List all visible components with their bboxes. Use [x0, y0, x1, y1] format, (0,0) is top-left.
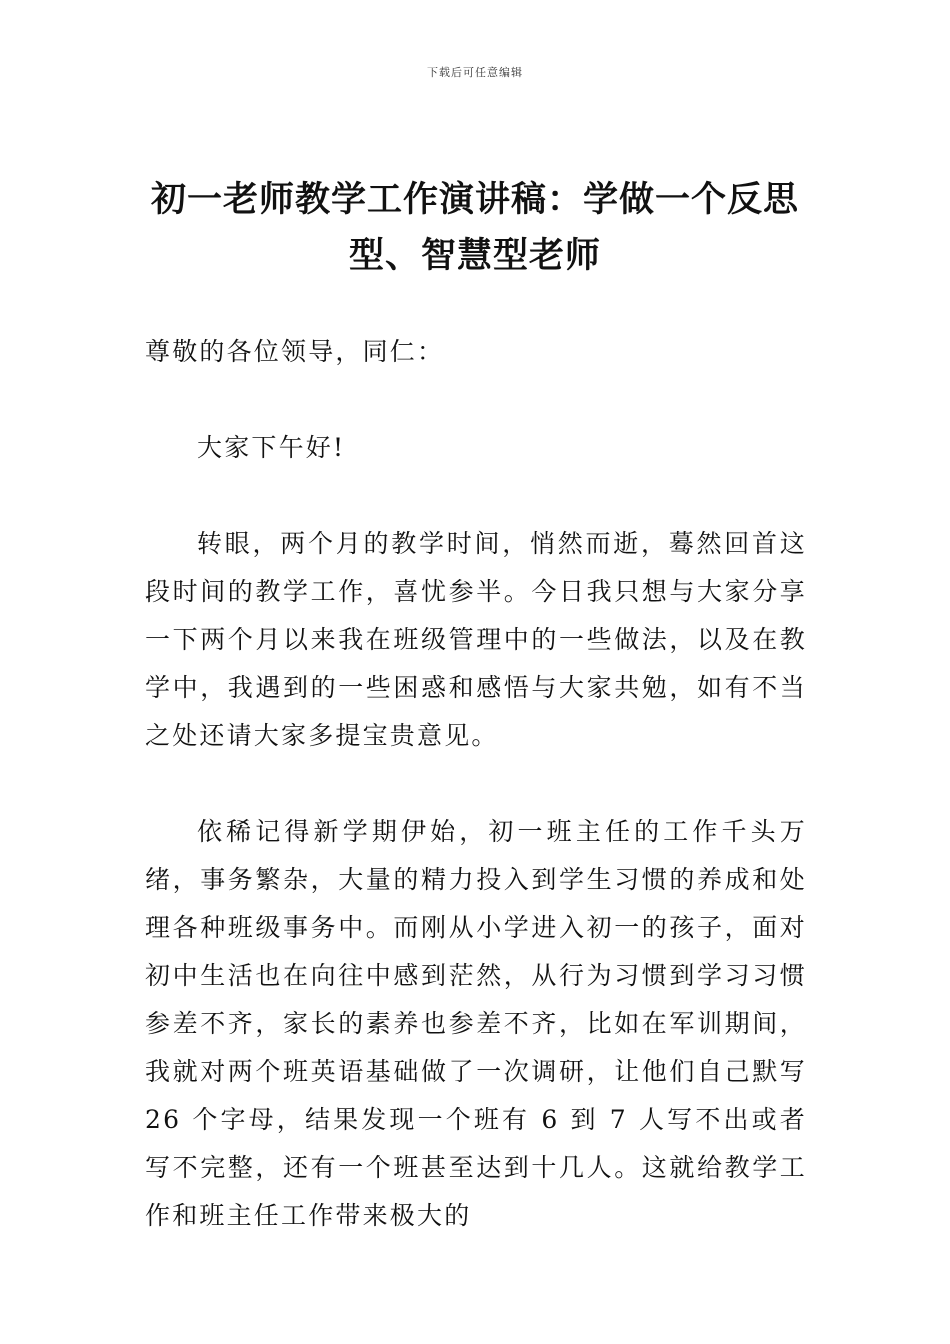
paragraph-1: 转眼，两个月的教学时间，悄然而逝，蓦然回首这段时间的教学工作，喜忧参半。今日我只想与大家分享一下两个月以来我在班级管理中的一些做法，以及在教学中，我遇到的一些困惑和感悟与大家共勉，如有不当之处还请大家多提宝贵意见。: [145, 529, 807, 750]
header-note: 下载后可任意编辑: [427, 66, 523, 79]
salutation: 尊敬的各位领导，同仁：: [145, 337, 445, 366]
document-body: [145, 328, 807, 1288]
paragraph-2: 依稀记得新学期伊始，初一班主任的工作千头万绪，事务繁杂，大量的精力投入到学生习惯的养成和处理各种班级事务中。而刚从小学进入初一的孩子，面对初中生活也在向往中感到茫然，从行为习惯到学习习惯参差不齐，家长的素养也参差不齐，比如在军训期间，我就对两个班英语基础做了一次调研，让他们自己默写 26 个字母，结果发现一个班有 6 到 7 人写不出或者写不完整，还有一个班甚至达到十几人。这就给教学工作和班主任工作带来极大的: [145, 817, 807, 1230]
document-title: 初一老师教学工作演讲稿：学做一个反思型、智慧型老师: [150, 180, 799, 276]
greeting: 大家下午好!: [197, 433, 346, 462]
